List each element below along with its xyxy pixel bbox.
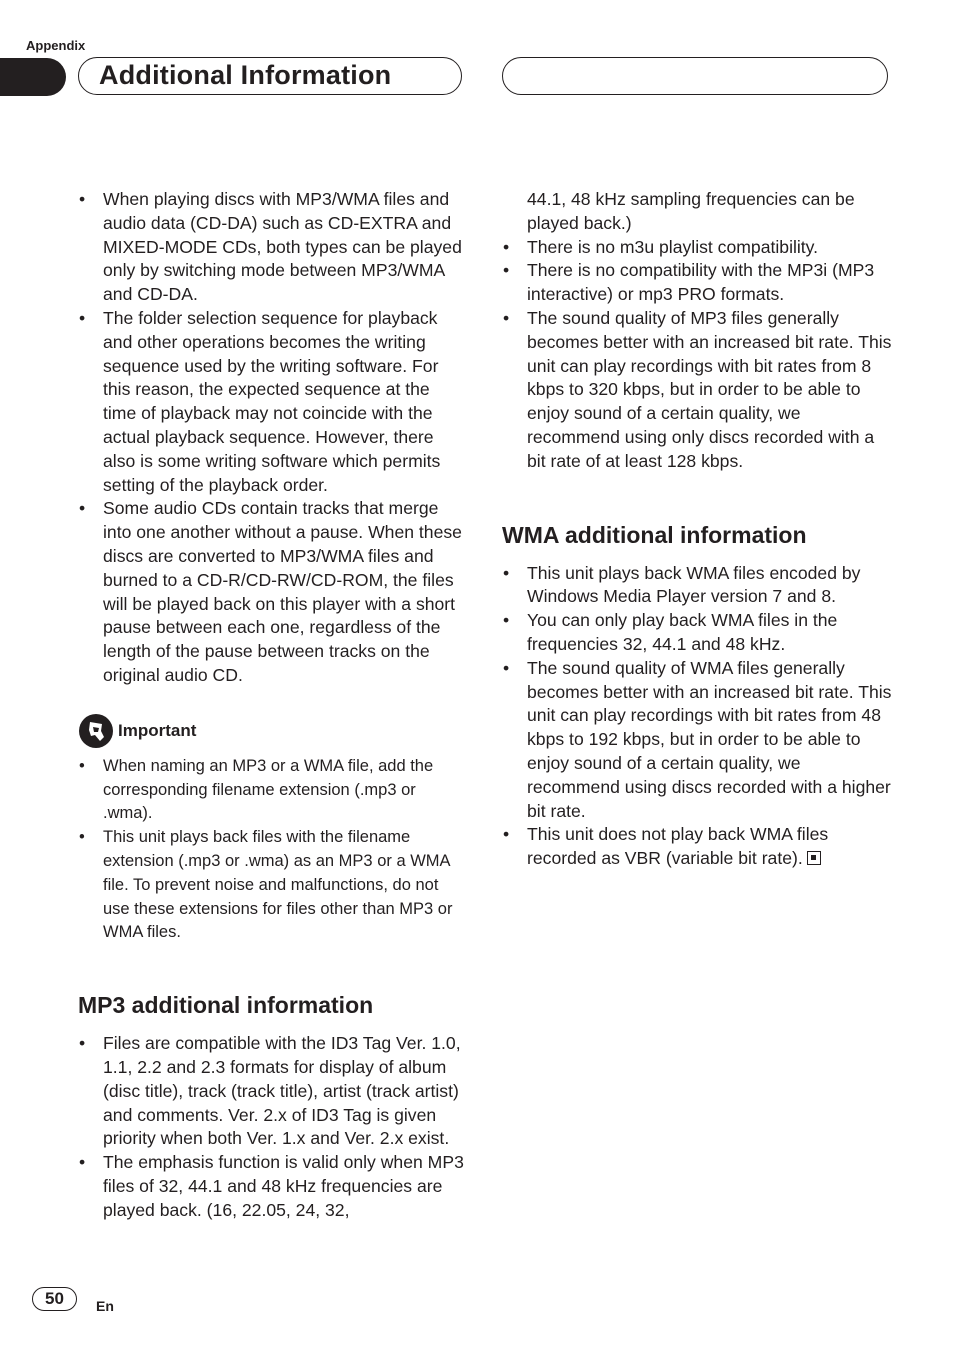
wma-notes-list [502,562,892,871]
language-label: En [96,1298,114,1314]
section-end-icon [807,851,821,865]
appendix-label: Appendix [26,38,86,53]
list-item: • You can only play back WMA files in the frequencies 32, 44.1 and 48 kHz. [502,609,892,657]
mp3-section-heading: MP3 additional information [78,992,374,1019]
list-item: • There is no m3u playlist compatibility. [502,236,892,260]
important-label: Important [118,720,197,740]
list-item: • This unit plays back WMA files encoded by Windows Media Player version 7 and 8. [502,562,892,610]
section-tab [0,58,66,96]
list-item: • The sound quality of MP3 files generally becomes better with an increased bit rate. This unit can play recordings with bit rates from 8 kbps to 320 kbps, but in order to be able to enjoy sound of a certain quality, we recommend using only discs recorded with a bit rate of at least 128 kbps. [502,307,892,474]
left-column [78,188,464,1222]
mp3-notes-list-continued [502,236,892,474]
important-heading [78,713,464,749]
list-item: • When naming an MP3 or a WMA file, add the corresponding filename extension (.mp3 or .wma). [78,755,464,826]
list-item: • Files are compatible with the ID3 Tag Ver. 1.0, 1.1, 2.2 and 2.3 formats for display of album (disc title), track (track title), artist (track artist) and comments. Ver. 2.x of ID3 Tag is given priority when both Ver. 1.x and Ver. 2.x exist. [78,1032,464,1151]
page-title: Additional Information [99,60,392,90]
right-column [502,188,892,871]
general-notes-list [78,188,464,688]
wma-section-heading: WMA additional information [502,521,807,548]
mp3-notes-list [78,1032,464,1222]
list-item: • Some audio CDs contain tracks that merge into one another without a pause. When these discs are converted to MP3/WMA files and burned to a CD-R/CD-RW/CD-ROM, the files will be played back on this player with a short pause between each one, regardless of the length of the pause between tracks on the original audio CD. [78,497,464,687]
page-number: 50 [32,1287,77,1311]
list-item: • The emphasis function is valid only when MP3 files of 32, 44.1 and 48 kHz frequencies are played back. (16, 22.05, 24, 32, [78,1151,464,1222]
list-item [502,823,892,871]
blank-header-frame [502,57,888,95]
list-item-text: This unit does not play back WMA files recorded as VBR (variable bit rate). [527,824,829,869]
list-item: • The sound quality of WMA files generally becomes better with an increased bit rate. This unit can play recordings with bit rates from 48 kbps to 192 kbps, but in order to be able to enjoy sound of a certain quality, we recommend using discs recorded with a higher bit rate. [502,657,892,824]
list-item: • The folder selection sequence for playback and other operations becomes the writing sequence used by the writing software. For this reason, the expected sequence at the time of playback may not coincide with the actual playback sequence. However, there also is some writing software which permits setting of the playback order. [78,307,464,497]
list-item: • This unit plays back files with the filename extension (.mp3 or .wma) as an MP3 or a WMA file. To prevent noise and malfunctions, do not use these extensions for files other than MP3 or WMA files. [78,826,464,945]
important-icon [78,713,114,749]
list-item: • There is no compatibility with the MP3i (MP3 interactive) or mp3 PRO formats. [502,259,892,307]
title-frame [78,57,462,95]
important-notes-list [78,755,464,945]
list-item: • When playing discs with MP3/WMA files and audio data (CD-DA) such as CD-EXTRA and MIXED-MODE CDs, both types can be played only by switching mode between MP3/WMA and CD-DA. [78,188,464,307]
continued-text: 44.1, 48 kHz sampling frequencies can be played back.) [527,189,855,233]
